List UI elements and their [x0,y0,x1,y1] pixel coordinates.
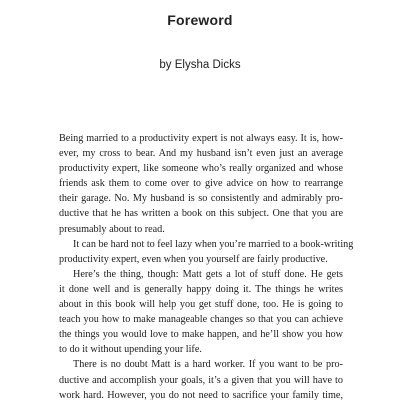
text-line: Being married to a productivity expert is not always easy. It is, how- [59,133,343,144]
text-line: ever, my cross to bear. And my husband isn’t even just an average [59,148,343,160]
text-line: It can be hard not to feel lazy when you’re married to a book-writing [73,238,354,250]
chapter-title: Foreword [167,12,233,28]
text-line: to do it without upending your life. [59,344,202,356]
text-line: Here’s the thing, though: Matt gets a lot of stuff done. He gets [73,268,343,280]
text-line: presumably about to read. [59,223,165,235]
text-line: it done well and is generally happy doing it. The things he writes [59,283,343,295]
text-line: productivity expert, like someone who’s really organized and whose [59,163,343,175]
text-line: work hard. However, you do not need to sacrifice your family time, [59,389,343,400]
text-line: ductive and accomplish your goals, it’s a given that you will have to [59,374,343,386]
author-byline: by Elysha Dicks [159,59,241,71]
text-line: about in this book will help you get stuff done, too. He is going to [59,299,343,311]
text-line: friends ask them to come over to give advice on how to rearrange [59,178,343,190]
body-text [59,131,354,400]
text-line: There is no doubt Matt is a hard worker. If you want to be pro- [73,359,343,371]
text-line: their garage. No. My husband is so consistently and admirably pro- [59,193,343,205]
text-line: ductive that he has written a book on this subject. One that you are [59,208,343,220]
text-line: the things you would love to make happen, and he’ll show you how [59,329,343,341]
text-line: teach you how to make manageable changes so that you can achieve [59,314,343,326]
text-line: productivity expert, even when you yourself are fairly productive. [59,253,328,265]
